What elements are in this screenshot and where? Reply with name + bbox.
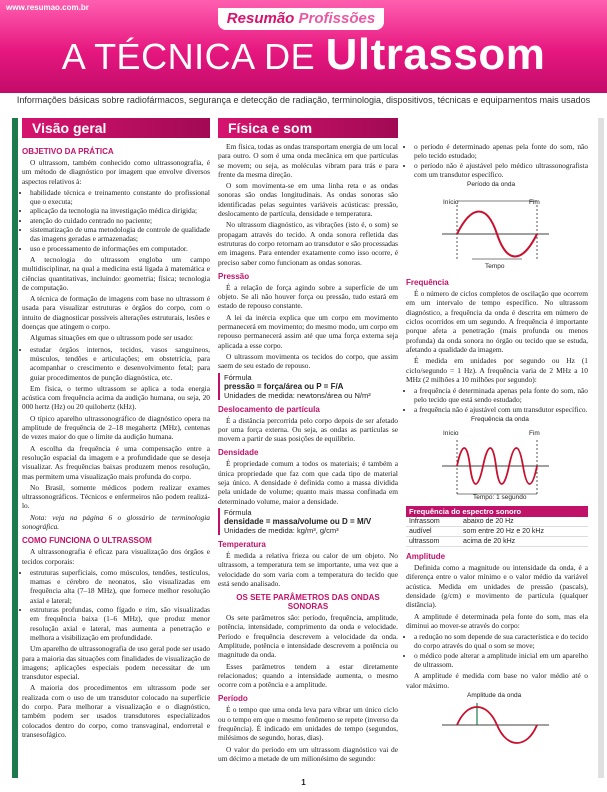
list-estruturas xyxy=(22,568,210,642)
column-visao-geral xyxy=(22,142,210,741)
heading-frequencia: Frequência xyxy=(406,278,449,288)
spectrum-table xyxy=(406,506,588,547)
formula-label: Fórmula xyxy=(224,507,252,517)
note: Nota: veja na página 6 o glossário de terminologia sonográfica. xyxy=(22,512,210,531)
paragraph: No Brasil, somente médicos podem realizar exames ultrassonográficos. Técnicos e enfermeiros não podem realizá-lo. xyxy=(22,482,210,511)
list-item: • o médico pode alterar a amplitude inicial em um aparelho de ultrassom. xyxy=(414,651,588,670)
paragraph: É a distância percorrida pelo corpo depois de ser afetado por uma força externa. Ou seja, as ondas as partículas se movem a partir de suas posições de equilíbrio. xyxy=(218,415,398,444)
diagram-end-label: Fim xyxy=(529,430,540,438)
formula-densidade xyxy=(218,508,398,535)
list-item: • aplicação da tecnologia na investigação médica dirigida; xyxy=(30,206,210,215)
list-situacoes xyxy=(22,345,210,382)
paragraph: É medida em unidades por segundo ou Hz (1 ciclo/segundo = 1 Hz). A frequência varia de 2 MHz a 10 MHz (2 milhões a 10 milhões por segundo): xyxy=(406,356,588,384)
paragraph: A lei da inércia explica que um corpo em movimento permanecerá em movimento; do mesmo modo, um corpo em repouso permanecerá assim até que uma força externa seja aplicada a esse corpo. xyxy=(218,312,398,350)
table-header: Frequência do espectro sonoro xyxy=(406,506,588,517)
column-parametros xyxy=(406,142,588,750)
table-cell: acima de 20 kHz xyxy=(460,537,588,547)
list-item: • estruturas profundas, como fígado e rim, são visualizadas em frequência baixa (1–6 MHz), que produz menor resolução axial e lateral, mas aumenta a penetração e melhora a visibilização em profundidade. xyxy=(30,605,210,642)
paragraph: É o número de ciclos completos de oscilação que ocorrem em um intervalo de tempo específico. No ultrassom diagnóstico, a frequência da onda é descrita em número de ciclos ocorridos em um segundo. A frequência é importante porque afeta a penetração (mais profunda ou menos profunda) da onda sonora no órgão ou tecido que se estuda, afetando a qualidade da imagem. xyxy=(406,289,588,354)
paragraph: Em física, todas as ondas transportam energia de um local para outro. O som é uma onda mecânica em que partículas se movem; ou seja, as moléculas vibram para trás e para frente da mesma direção. xyxy=(218,142,398,179)
section-header-fisica-som: Física e som xyxy=(218,118,398,138)
paragraph: Esses parâmetros tendem a estar diretamente relacionados; quando a intensidade aumenta, o mesmo ocorre com a potência e a amplitude. xyxy=(218,661,398,690)
list-item: • habilidade técnica e treinamento constante do profissional que o executa; xyxy=(30,188,210,207)
list-item: • a frequência não é ajustável com um transdutor específico. xyxy=(414,405,588,414)
paragraph: É propriedade comum a todos os materiais; é também a única propriedade que faz com que cada tipo de material seja único. A densidade é definida como a massa dividida pela unidade de volume; quanto mais massa confinada em determinado volume, maior a densidade. xyxy=(218,459,398,506)
heading-pressao: Pressão xyxy=(218,271,250,281)
paragraph: Um aparelho de ultrassonografia de uso geral pode ser usado para a maioria das situações com finalidades de visualização de imagens; aplicações especiais podem necessitar de um transdutor especial. xyxy=(22,644,210,682)
formula-equation: densidade = massa/volume ou D = M/V xyxy=(224,516,372,526)
list-item: • estudar órgãos internos, tecidos, vasos sanguíneos, músculos, tendões e articulações; em obstetrícia, para acompanhar o crescimento e desenvolvimento fetal; para guiar procedimentos de punção diagnóstica, etc. xyxy=(30,345,210,382)
diagram-frequencia xyxy=(437,416,557,504)
list-amplitude xyxy=(406,632,588,669)
paragraph: É o tempo que uma onda leva para vibrar um único ciclo ou o tempo em que o mesmo fenômeno se repete (inverso da frequência). É indicado em unidades de tempo (segundos, milésimos de segundo, horas, dias). xyxy=(218,705,398,743)
heading-como-funciona: COMO FUNCIONA O ULTRASSOM xyxy=(22,536,152,546)
diagram-end-label: Fim xyxy=(529,199,540,207)
wave-amplitude-graphic xyxy=(437,701,557,747)
diagram-axis-label: Tempo: 1 segundo xyxy=(473,494,527,502)
list-item: • sistematização de uma metodologia de controle de qualidade das imagens geradas e armazenadas; xyxy=(30,225,210,244)
paragraph: No ultrassom diagnóstico, as vibrações (isto é, o som) se propagam através do tecido. A onda sonora refletida das estruturas do corpo retornam ao transdutor e são processadas em imagens. Para entender exatamente como isso ocorre, é preciso saber como funcionam as ondas sonoras. xyxy=(218,220,398,267)
paragraph: A ultrassonografia é eficaz para visualização dos órgãos e tecidos corporais: xyxy=(22,547,210,566)
paragraph: Definida como a magnitude ou intensidade da onda, é a diferença entre o valor mínimo e o valor médio da variável acústica. Medida em unidades de pressão (pascals), densidade (g/cm) e movimento de partícula (qualquer distância). xyxy=(406,563,588,610)
list-item: • o período é determinado apenas pela fonte do som, não pelo tecido estudado; xyxy=(414,142,588,161)
formula-units: Unidades de medida: newtons/área ou N/m² xyxy=(224,390,371,400)
list-aspectos xyxy=(22,188,210,253)
page-number: 1 xyxy=(301,778,306,787)
diagram-title: Período da onda xyxy=(467,181,516,189)
diagram-title: Frequência da onda xyxy=(471,416,529,424)
table-cell: ultrassom xyxy=(406,537,460,547)
list-item: • o período não é ajustável pelo médico ultrassonografista com um transdutor específico. xyxy=(414,161,588,180)
brand-name: Resumão xyxy=(226,10,295,27)
diagram-start-label: Início xyxy=(443,430,459,438)
list-frequencia xyxy=(406,386,588,414)
column-fisica-som xyxy=(218,142,398,765)
paragraph: O som movimenta-se em uma linha reta e as ondas sonoras são ondas longitudinais. As ondas sonoras são identificadas pelas seguintes variáveis acústicas: pressão, deslocamento de partícula, densidade e temperatura. xyxy=(218,181,398,219)
formula-label: Fórmula xyxy=(224,372,252,382)
diagram-periodo xyxy=(437,181,557,273)
list-item: • atenção do cuidado centrado no paciente; xyxy=(30,216,210,225)
section-header-visao-geral: Visão geral xyxy=(22,118,210,138)
heading-temperatura: Temperatura xyxy=(218,539,266,549)
diagram-start-label: Início xyxy=(443,199,459,207)
paragraph: A escolha da frequência é uma compensação entre a resolução espacial da imagem e a profundidade que se deseja visualizar. As frequências baixas produzem menos resolução, mas permitem uma visualização mais profunda do corpo. xyxy=(22,443,210,481)
table-row xyxy=(406,517,588,527)
title-prefix: A TÉCNICA DE xyxy=(61,36,316,77)
page-subtitle: Informações básicas sobre radiofármacos, segurança e detecção de radiação, terminologia, dispositivos, técnicas e equipamentos mais usados xyxy=(16,95,591,105)
table-cell: som entre 20 Hz e 20 kHz xyxy=(460,527,588,537)
site-url[interactable]: www.resumao.com.br xyxy=(6,3,89,12)
paragraph: O valor do período em um ultrassom diagnóstico vai de um décimo a metade de um milionésimo de segundo: xyxy=(218,744,398,763)
table-cell: Infrassom xyxy=(406,517,460,527)
heading-deslocamento: Deslocamento de partícula xyxy=(218,404,320,414)
formula-pressao xyxy=(218,373,398,400)
header-banner xyxy=(0,0,607,93)
formula-equation: pressão = força/área ou P = F/A xyxy=(224,381,344,391)
heading-densidade: Densidade xyxy=(218,448,259,458)
paragraph: É a relação de força agindo sobre a superfície de um objeto. Se ali não houver força ou pressão, tudo estará em estado de repouso constante. xyxy=(218,282,398,311)
diagram-axis-label: Tempo xyxy=(485,263,505,271)
paragraph: A amplitude é determinada pela fonte do som, mas ela diminui ao mover-se através do corpo: xyxy=(406,611,588,630)
diagram-title: Amplitude da onda xyxy=(467,691,522,699)
paragraph: A maioria dos procedimentos em ultrassom pode ser realizada com o uso de um transdutor colocado na superfície do corpo. Para melhorar a visualização e o diagnóstico, também podem ser usados transdutores especializados colocados dentro do corpo, como transvaginal, endorretal e transesofágico. xyxy=(22,683,210,739)
column-divider-right xyxy=(598,118,604,778)
list-item: • a redução no som depende de sua característica e do tecido do corpo através do qual o som se move; xyxy=(414,632,588,651)
heading-periodo: Período xyxy=(218,694,248,704)
brand-logo xyxy=(218,8,384,30)
paragraph: O típico aparelho ultrassonográfico de diagnóstico opera na amplitude de frequência de 2–18 megahertz (MHz), centenas de vezes maior do que o limite da audição humana. xyxy=(22,413,210,442)
table-row xyxy=(406,537,588,547)
page-title xyxy=(0,30,607,80)
title-main: Ultrassom xyxy=(325,30,546,79)
paragraph: A tecnologia do ultrassom engloba um campo multidisciplinar, na qual a medicina está ligada à matemática e ciências quantitativas, incluindo: geometria; física; tecnologia de computação. xyxy=(22,254,210,292)
diagram-amplitude xyxy=(437,692,557,748)
wave-period-graphic xyxy=(437,189,557,269)
list-item: • a frequência é determinada apenas pela fonte do som, não pelo tecido que está sendo estudado; xyxy=(414,386,588,405)
list-periodo xyxy=(406,142,588,179)
paragraph: Os sete parâmetros são: período, frequência, amplitude, potência, intensidade, comprimento da onda e velocidade. Período e frequência descrevem a velocidade da onda. Amplitude, potência e intensidade descrevem a potência ou magnitude da onda. xyxy=(218,613,398,660)
table-cell: audível xyxy=(406,527,460,537)
paragraph: A amplitude é medida com base no valor médio até o valor máximo. xyxy=(406,671,588,690)
paragraph: Algumas situações em que o ultrassom pode ser usado: xyxy=(30,333,193,343)
list-item: • estruturas superficiais, como músculos, tendões, testículos, mamas e cérebro de neonatos, são visualizadas em frequência alta (7–18 MHz), que fornece melhor resolução axial e lateral; xyxy=(30,568,210,605)
paragraph: O ultrassom, também conhecido como ultrassonografia, é um método de diagnóstico por imagem que envolve diversos aspectos relativos à: xyxy=(22,158,210,186)
paragraph: É medida a relativa frieza ou calor de um objeto. No ultrassom, a temperatura tem se importante, uma vez que a velocidade do som varia com a temperatura do tecido que está sendo analisado. xyxy=(218,550,398,588)
formula-units: Unidades de medida: kg/m³, g/cm³ xyxy=(224,525,339,535)
heading-sete-parametros: OS SETE PARÂMETROS DAS ONDAS SONORAS xyxy=(236,593,380,612)
wave-frequency-graphic xyxy=(437,424,557,500)
paragraph: O ultrassom movimenta os tecidos do corpo, que assim saem de seu estado de repouso. xyxy=(218,351,398,371)
heading-amplitude: Amplitude xyxy=(406,552,446,562)
table-cell: abaixo de 20 Hz xyxy=(460,517,588,527)
table-row xyxy=(406,527,588,537)
brand-suffix: Profissões xyxy=(298,10,376,27)
paragraph: A técnica de formação de imagens com base no ultrassom é usada para visualizar estruturas e órgãos do corpo, com o intuito de diagnosticar possíveis alterações estruturais, lesões e doenças que atingem o corpo. xyxy=(22,294,210,332)
list-item: • uso e processamento de informações em computador. xyxy=(30,244,210,253)
paragraph: Em física, o termo ultrassom se aplica a toda energia acústica com frequência acima da audição humana, ou seja, 20 000 hertz (Hz) ou 20 quilohertz (kHz). xyxy=(22,383,210,412)
heading-objetivo: OBJETIVO DA PRÁTICA xyxy=(22,147,114,156)
